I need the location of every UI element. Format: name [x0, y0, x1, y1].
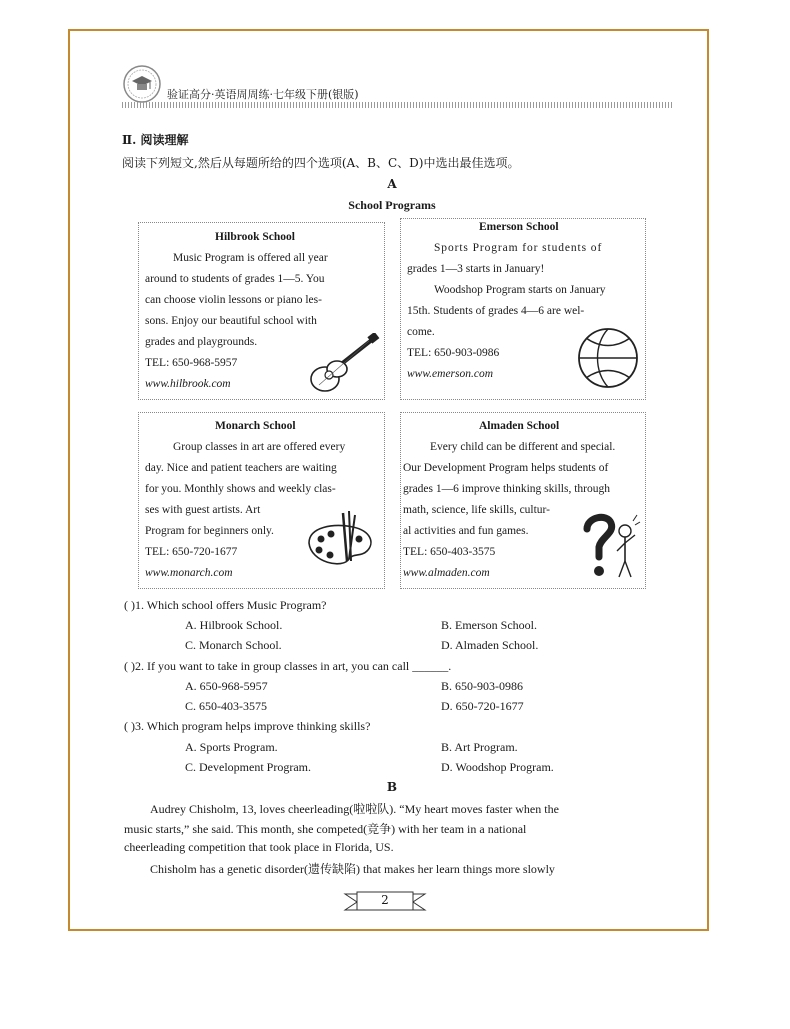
question-1-option-c: C. Monarch School. [185, 638, 282, 652]
paint-palette-icon [303, 509, 379, 571]
question-mark-figure-icon [581, 511, 641, 581]
box-line: math, science, life skills, cultur- [403, 504, 550, 516]
almaden-school-box [400, 412, 646, 589]
school-name: Emerson School [479, 221, 559, 233]
question-2-option-a: A. 650-968-5957 [185, 679, 268, 693]
school-name: Hilbrook School [215, 231, 295, 243]
passage-b-line: Audrey Chisholm, 13, loves cheerleading(啦啦队). “My heart moves faster when the [150, 802, 559, 816]
header-title: 验证高分·英语周周练·七年级下册(银版) [167, 88, 359, 101]
box-line: 15th. Students of grades 4—6 are wel- [407, 305, 585, 317]
header-divider [122, 102, 674, 108]
box-line: grades 1—3 starts in January! [407, 263, 545, 275]
passage-a-label: A [387, 177, 397, 191]
box-line: for you. Monthly shows and weekly clas- [145, 483, 336, 495]
question-3-option-b: B. Art Program. [441, 740, 518, 754]
question-3-stem: ( )3. Which program helps improve thinking skills? [124, 719, 371, 733]
question-2-option-b: B. 650-903-0986 [441, 679, 523, 693]
box-line: can choose violin lessons or piano les- [145, 294, 322, 306]
question-1-option-a: A. Hilbrook School. [185, 618, 283, 632]
section-heading: Ⅱ. 阅读理解 [122, 133, 189, 147]
passage-b-line: cheerleading competition that took place in Florida, US. [124, 840, 394, 854]
box-line: Group classes in art are offered every [173, 441, 346, 453]
logo-emblem [122, 64, 162, 104]
passage-b-line: Chisholm has a genetic disorder(遗传缺陷) that makes her learn things more slowly [150, 862, 555, 876]
box-line: Woodshop Program starts on January [434, 284, 606, 296]
question-2-option-d: D. 650-720-1677 [441, 699, 524, 713]
question-3-option-c: C. Development Program. [185, 760, 311, 774]
page-number: 2 [381, 893, 389, 907]
emerson-school-box [400, 218, 646, 400]
passage-b-label: B [386, 780, 398, 794]
school-name: Monarch School [215, 420, 296, 432]
box-url: www.emerson.com [407, 368, 494, 380]
page-number-ribbon [343, 890, 427, 914]
school-name: Almaden School [479, 420, 560, 432]
box-line: day. Nice and patient teachers are waiting [145, 462, 337, 474]
box-line: al activities and fun games. [403, 525, 529, 537]
question-1-stem: ( )1. Which school offers Music Program? [124, 598, 327, 612]
box-line: Our Development Program helps students of [403, 462, 609, 474]
question-3-option-a: A. Sports Program. [185, 740, 278, 754]
question-1-option-b: B. Emerson School. [441, 618, 537, 632]
section-instruction: 阅读下列短文,然后从每题所给的四个选项(A、B、C、D)中选出最佳选项。 [122, 156, 520, 170]
box-line: Program for beginners only. [145, 525, 274, 537]
box-url: www.monarch.com [145, 567, 233, 579]
box-line: come. [407, 326, 435, 338]
box-line: sons. Enjoy our beautiful school with [145, 315, 317, 327]
box-line: around to students of grades 1—5. You [145, 273, 325, 285]
box-line: ses with guest artists. Art [145, 504, 261, 516]
box-line: Sports Program for students of [434, 242, 603, 254]
question-3-option-d: D. Woodshop Program. [441, 760, 554, 774]
box-url: www.almaden.com [403, 567, 490, 579]
passage-a-title: School Programs [348, 198, 436, 212]
hilbrook-school-box [138, 222, 385, 400]
box-phone: TEL: 650-968-5957 [145, 357, 238, 369]
box-phone: TEL: 650-720-1677 [145, 546, 238, 558]
box-phone: TEL: 650-403-3575 [403, 546, 496, 558]
box-line: Music Program is offered all year [173, 252, 328, 264]
question-1-option-d: D. Almaden School. [441, 638, 539, 652]
question-2-stem: ( )2. If you want to take in group classes in art, you can call ______. [124, 659, 452, 673]
basketball-icon [576, 326, 640, 390]
box-url: www.hilbrook.com [145, 378, 231, 390]
box-line: grades 1—6 improve thinking skills, through [403, 483, 610, 495]
monarch-school-box [138, 412, 385, 589]
question-2-option-c: C. 650-403-3575 [185, 699, 267, 713]
box-line: Every child can be different and special. [430, 441, 616, 453]
box-line: grades and playgrounds. [145, 336, 258, 348]
guitar-icon [307, 333, 381, 395]
passage-b-line: music starts,” she said. This month, she competed(竞争) with her team in a national [124, 822, 527, 836]
box-phone: TEL: 650-903-0986 [407, 347, 500, 359]
